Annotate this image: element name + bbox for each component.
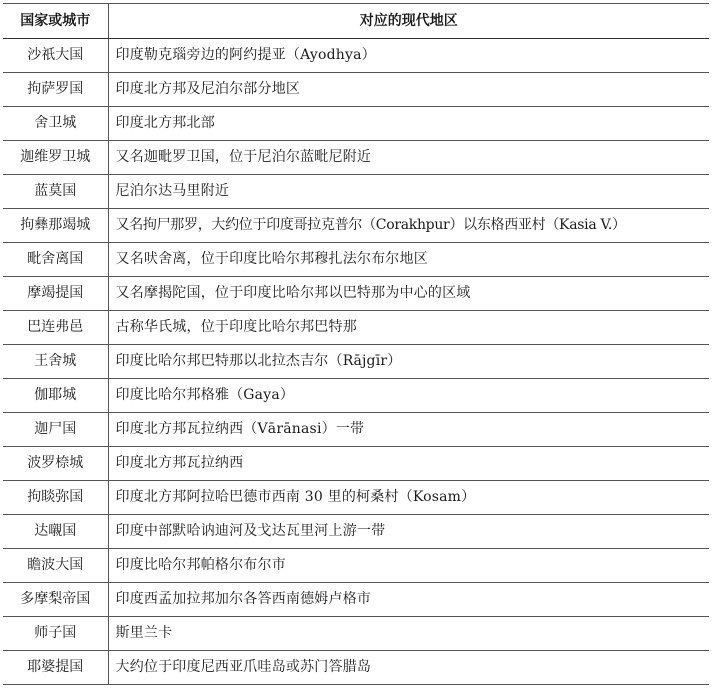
table-row [3, 379, 709, 413]
country-name-cell: 多摩梨帝国 [3, 583, 108, 617]
table-row [3, 447, 709, 481]
column-header-name: 国家或城市 [3, 4, 108, 39]
table-row [3, 549, 709, 583]
country-name-cell: 耶婆提国 [3, 651, 108, 685]
country-name-cell: 拘彝那竭城 [3, 209, 108, 243]
modern-region-cell: 印度勒克瑙旁边的阿约提亚（Ayodhya） [108, 39, 709, 73]
country-name-cell: 沙祇大国 [3, 39, 108, 73]
country-name-cell: 迦尸国 [3, 413, 108, 447]
country-name-cell: 迦维罗卫城 [3, 141, 108, 175]
country-name-cell: 瞻波大国 [3, 549, 108, 583]
modern-region-cell: 尼泊尔达马里附近 [108, 175, 709, 209]
country-name-cell: 巴连弗邑 [3, 311, 108, 345]
table-row [3, 345, 709, 379]
table-row [3, 243, 709, 277]
table-row [3, 209, 709, 243]
modern-region-cell: 印度比哈尔邦格雅（Gaya） [108, 379, 709, 413]
table-row [3, 481, 709, 515]
modern-region-cell: 印度西孟加拉邦加尔各答西南德姆卢格市 [108, 583, 709, 617]
modern-region-cell: 印度北方邦及尼泊尔部分地区 [108, 73, 709, 107]
table-row [3, 73, 709, 107]
country-name-cell: 拘睒弥国 [3, 481, 108, 515]
modern-region-cell: 印度北方邦北部 [108, 107, 709, 141]
table-row [3, 413, 709, 447]
country-name-cell: 王舍城 [3, 345, 108, 379]
region-mapping-table [3, 3, 709, 685]
table-row [3, 107, 709, 141]
table-row [3, 651, 709, 685]
modern-region-cell: 又名迦毗罗卫国，位于尼泊尔蓝毗尼附近 [108, 141, 709, 175]
modern-region-cell: 古称华氏城，位于印度比哈尔邦巴特那 [108, 311, 709, 345]
table-row [3, 311, 709, 345]
table-row [3, 515, 709, 549]
country-name-cell: 伽耶城 [3, 379, 108, 413]
modern-region-cell: 印度北方邦阿拉哈巴德市西南 30 里的柯桑村（Kosam） [108, 481, 709, 515]
table-row [3, 141, 709, 175]
table-row [3, 175, 709, 209]
modern-region-cell: 斯里兰卡 [108, 617, 709, 651]
country-name-cell: 舍卫城 [3, 107, 108, 141]
modern-region-cell: 印度北方邦瓦拉纳西 [108, 447, 709, 481]
modern-region-cell: 印度中部默哈讷迪河及戈达瓦里河上游一带 [108, 515, 709, 549]
modern-region-cell: 印度北方邦瓦拉纳西（Vārānasi）一带 [108, 413, 709, 447]
country-name-cell: 达嚫国 [3, 515, 108, 549]
country-name-cell: 师子国 [3, 617, 108, 651]
column-header-location: 对应的现代地区 [108, 4, 709, 39]
modern-region-cell: 印度比哈尔邦巴特那以北拉杰吉尔（Rājgīr） [108, 345, 709, 379]
country-name-cell: 蓝莫国 [3, 175, 108, 209]
modern-region-cell: 又名拘尸那罗，大约位于印度哥拉克普尔（Corakhpur）以东格西亚村（Kasia V.） [108, 209, 709, 243]
country-name-cell: 摩竭提国 [3, 277, 108, 311]
table-row [3, 617, 709, 651]
modern-region-cell: 又名摩揭陀国，位于印度比哈尔邦以巴特那为中心的区域 [108, 277, 709, 311]
table-row [3, 39, 709, 73]
modern-region-cell: 大约位于印度尼西亚爪哇岛或苏门答腊岛 [108, 651, 709, 685]
country-name-cell: 波罗㮈城 [3, 447, 108, 481]
country-name-cell: 拘萨罗国 [3, 73, 108, 107]
table-row [3, 583, 709, 617]
modern-region-cell: 又名吠舍离，位于印度比哈尔邦穆扎法尔布尔地区 [108, 243, 709, 277]
table-row [3, 277, 709, 311]
table-header-row [3, 4, 709, 39]
country-name-cell: 毗舍离国 [3, 243, 108, 277]
modern-region-cell: 印度比哈尔邦帕格尔布尔市 [108, 549, 709, 583]
